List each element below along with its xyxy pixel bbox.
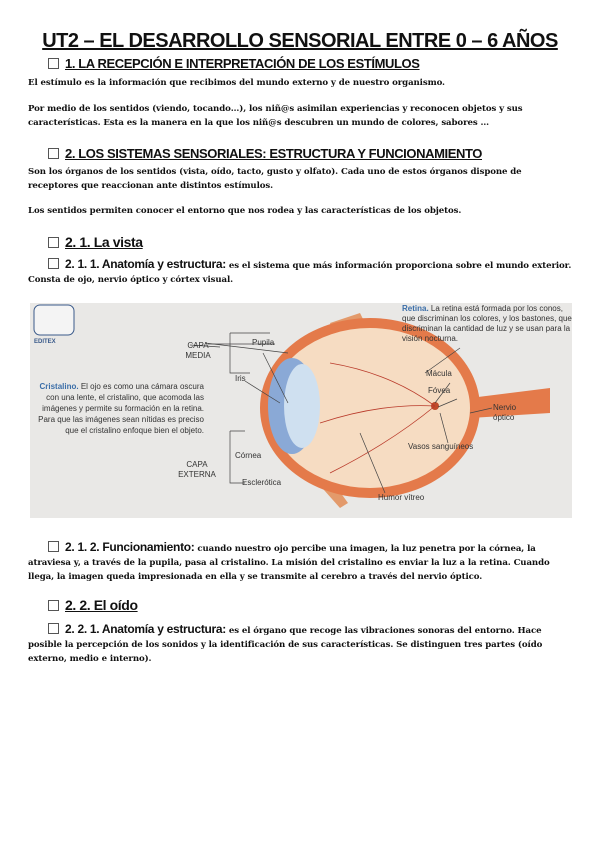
label-esclerotica: Esclerótica (242, 478, 282, 487)
section-2-heading (48, 146, 482, 161)
label-macula: Mácula (426, 369, 452, 378)
section-2-1-1 (28, 257, 573, 287)
paragraph: es el órgano que recoge las vibraciones sonoras del entorno. Hace posible la percepción de los sonidos y la identificación de sus características. Se distinguen tres partes (oído externo, medio e interno). (28, 626, 543, 664)
editex-logo-text: EDITEX (34, 339, 56, 345)
paragraph: Los sentidos permiten conocer el entorno que nos rodea y las características de los objetos. (28, 206, 462, 216)
subheading: 2. 2. 1. Anatomía y estructura: (65, 622, 226, 636)
label-humor-vitreo: Humor vítreo (378, 493, 425, 502)
section-2-1-heading (48, 234, 143, 250)
heading-text: 1. LA RECEPCIÓN E INTERPRETACIÓN DE LOS ESTÍMULOS (65, 56, 420, 71)
checkbox-icon (48, 600, 59, 611)
label-capa-media: CAPA MEDIA (185, 341, 211, 360)
paragraph: es el sistema que más información proporciona sobre el mundo exterior. Consta de ojo, nervio óptico y córtex visual. (28, 261, 572, 285)
checkbox-icon (48, 58, 59, 69)
label-cornea: Córnea (235, 451, 262, 460)
checkbox-icon (48, 258, 59, 269)
heading-text: 2. 2. El oído (65, 597, 138, 613)
paragraph: Por medio de los sentidos (viendo, tocando…), los niñ@s asimilan experiencias y reconocen objetos y sus características. Esta es la manera en la que los niñ@s descubren un mundo de colores, sabores … (28, 104, 523, 128)
checkbox-icon (48, 623, 59, 634)
retina-text: La retina está formada por los conos, que discriminan los colores, y los bastones, que discriminan la cantidad de luz y se usan para la visión nocturna. (402, 304, 572, 343)
label-nervio-optico: Nervio óptico (493, 403, 517, 422)
label-vasos-sanguineos: Vasos sanguíneos (408, 442, 474, 451)
retina-title: Retina. (402, 304, 429, 313)
cristalino-text: El ojo es como una cámara oscura con una lente, el cristalino, que acomoda las imágenes y permite su formación en la retina. Para que las imágenes sean nítidas es preciso que el cristalino enfoque bien el objeto. (38, 382, 204, 435)
checkbox-icon (48, 148, 59, 159)
subheading: 2. 1. 1. Anatomía y estructura: (65, 257, 226, 271)
paragraph: El estímulo es la información que recibimos del mundo externo y de nuestro organismo. (28, 78, 445, 88)
heading-text: 2. 1. La vista (65, 234, 143, 250)
cristalino-title: Cristalino. (39, 382, 79, 391)
retina-description (402, 304, 572, 344)
label-pupila: Pupila (252, 338, 275, 347)
checkbox-icon (48, 541, 59, 552)
section-1-heading (48, 56, 420, 71)
paragraph: Son los órganos de los sentidos (vista, oído, tacto, gusto y olfato). Cada uno de estos órganos dispone de receptores que reaccionan ante distintos estímulos. (28, 167, 522, 191)
cristalino-description (34, 381, 204, 436)
heading-text: 2. LOS SISTEMAS SENSORIALES: ESTRUCTURA Y FUNCIONAMIENTO (65, 146, 482, 161)
editex-logo (34, 305, 74, 335)
page-title: UT2 – EL DESARROLLO SENSORIAL ENTRE 0 – 6 AÑOS (42, 30, 558, 52)
checkbox-icon (48, 237, 59, 248)
paragraph: cuando nuestro ojo percibe una imagen, la luz penetra por la córnea, la atraviesa y, a través de la pupila, pasa al cristalino. La misión del cristalino es enviar la luz a la retina. Cuando llega, la imagen queda impresionada en ella y se transmite al cerebro a través del nervio óptico. (28, 544, 550, 582)
section-2-1-2 (28, 540, 573, 584)
section-2-2-heading (48, 597, 138, 613)
section-2-2-1 (28, 622, 573, 666)
label-iris: Iris (235, 374, 246, 383)
label-fovea: Fóvea (428, 386, 451, 395)
label-capa-externa: CAPA EXTERNA (178, 460, 216, 479)
subheading: 2. 1. 2. Funcionamiento: (65, 540, 195, 554)
eye-anatomy-figure (30, 303, 572, 518)
